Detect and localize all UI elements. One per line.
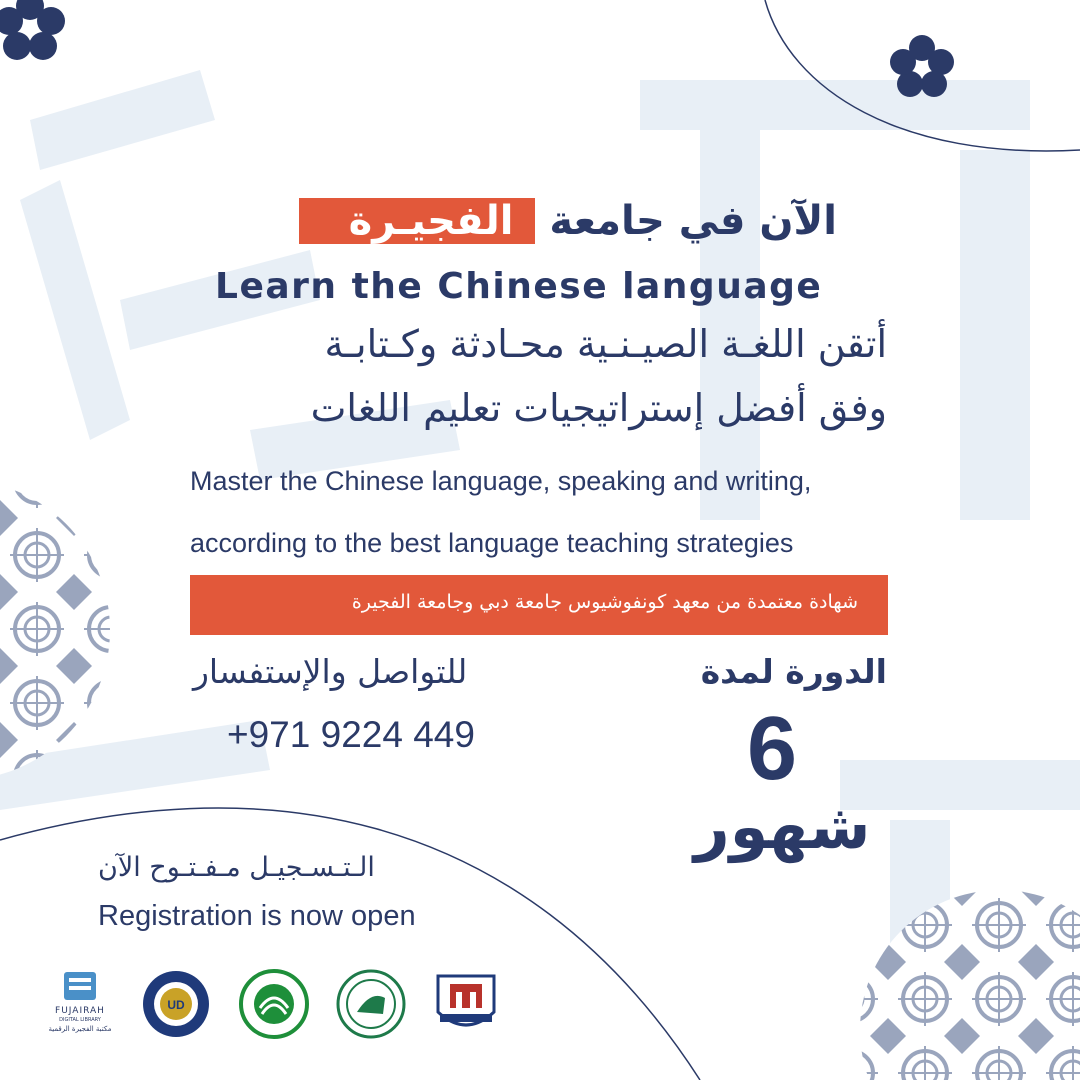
duration-unit: شهور <box>694 790 871 863</box>
library-logo-arabic: مكتبة الفجيرة الرقمية <box>48 1025 112 1033</box>
certificate-text: شهادة معتمدة من معهد كونفوشيوس جامعة دبي وجامعة الفجيرة <box>351 591 858 613</box>
ud-emblem-icon <box>140 968 212 1040</box>
duration-label: الدورة لمدة <box>700 652 887 691</box>
shaanxi-emblem-icon <box>335 968 407 1040</box>
description-arabic-line-2: وفق أفضل إستراتيجيات تعليم اللغات <box>310 386 887 430</box>
flower-icon-top-left <box>0 0 65 60</box>
library-logo-subtitle: DIGITAL LIBRARY <box>59 1017 101 1023</box>
title-prefix: الآن في جامعة <box>549 198 837 244</box>
description-english-line-2: according to the best language teaching strategies <box>190 528 794 558</box>
fujairah-university-emblem-icon <box>430 968 502 1040</box>
university-of-fujairah-logo <box>430 968 502 1040</box>
fujairah-digital-library-logo <box>40 968 120 1040</box>
flower-icon-top-right <box>890 35 954 97</box>
shaanxi-university-logo <box>335 968 407 1040</box>
contact-phone[interactable]: +971 9224 449 <box>227 714 475 755</box>
duration-number: 6 <box>747 699 798 799</box>
title-highlight: الفجيـرة <box>299 198 536 244</box>
ud-logo-text: UD <box>167 998 185 1012</box>
confucius-emblem-icon <box>238 968 310 1040</box>
library-logo-title: FUJAIRAH <box>55 1006 105 1016</box>
left-pattern-circle <box>0 470 120 790</box>
certificate-banner <box>190 575 888 635</box>
registration-english: Registration is now open <box>98 900 416 932</box>
page-title-arabic <box>299 198 837 244</box>
registration-arabic: الـتـسـجيـل مـفـتـوح الآن <box>98 852 375 883</box>
right-pattern-circle <box>850 880 1080 1080</box>
description-arabic-line-1: أتقن اللغـة الصيـنـية محـادثة وكـتابـة <box>324 322 887 366</box>
description-english-line-1: Master the Chinese language, speaking and writing, <box>190 466 812 496</box>
contact-label: للتواصل والإستفسار <box>193 652 468 691</box>
university-of-dubai-logo <box>140 968 212 1040</box>
page-title-english: Learn the Chinese language <box>215 266 823 307</box>
confucius-institute-logo <box>238 968 310 1040</box>
